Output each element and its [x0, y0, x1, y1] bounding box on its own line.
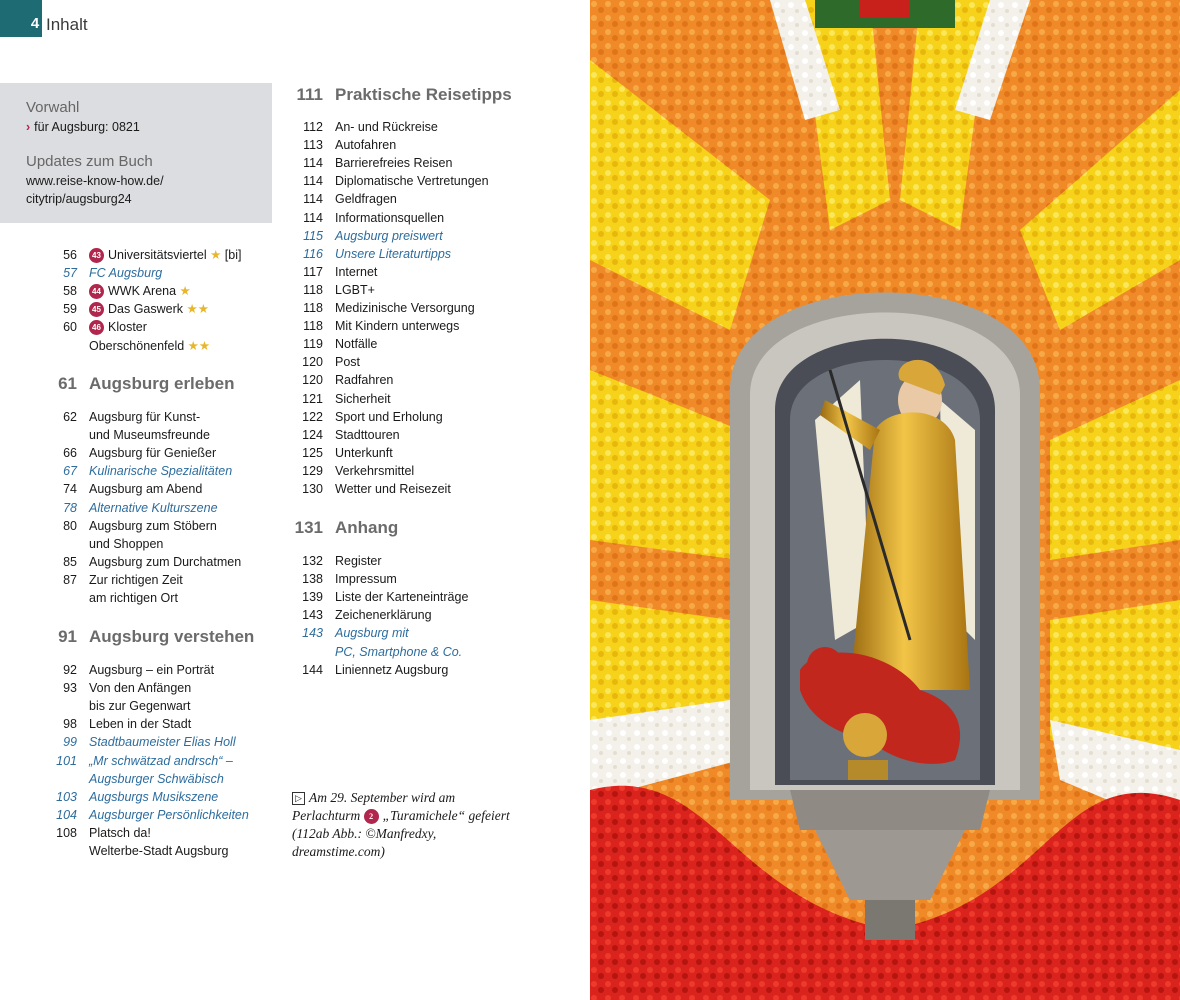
updates-heading: Updates zum Buch — [26, 153, 153, 170]
toc-entry[interactable] — [37, 697, 277, 715]
toc-entry[interactable] — [37, 788, 277, 806]
section-page-number: 61 — [58, 374, 77, 393]
toc-entry[interactable] — [283, 299, 523, 317]
toc-title-text: Kulinarische Spezialitäten — [89, 464, 233, 479]
toc-page-number: 92 — [63, 663, 77, 677]
toc-entry[interactable] — [283, 480, 523, 498]
map-marker-badge: 45 — [89, 302, 104, 317]
toc-entry-title — [335, 317, 459, 335]
toc-title-text: Medizinische Versorgung — [335, 301, 475, 315]
toc-page-number: 139 — [302, 590, 323, 605]
page-number: 4 — [30, 15, 40, 32]
toc-entry[interactable] — [283, 606, 523, 624]
toc-entry[interactable] — [283, 227, 523, 245]
toc-entry[interactable] — [283, 552, 523, 570]
toc-entry-title — [89, 282, 191, 300]
toc-entry[interactable] — [283, 426, 523, 444]
toc-title-text: Verkehrsmittel — [335, 463, 415, 478]
toc-page-number: 143 — [302, 626, 323, 641]
toc-entry-title — [335, 480, 451, 498]
toc-entry[interactable] — [37, 264, 277, 282]
toc-page-number: 59 — [63, 302, 77, 317]
toc-entry-title — [89, 697, 190, 715]
toc-entry[interactable] — [37, 426, 277, 444]
toc-entry[interactable] — [37, 589, 277, 607]
toc-entry[interactable] — [37, 824, 277, 842]
toc-page-number: 130 — [302, 482, 323, 496]
toc-entry[interactable] — [37, 444, 277, 462]
section-title: Augsburg verstehen — [89, 627, 255, 646]
toc-page-number: 74 — [63, 482, 77, 497]
toc-entry[interactable] — [283, 444, 523, 462]
toc-entry-title — [335, 118, 438, 136]
toc-entry[interactable] — [37, 715, 277, 733]
page-title: Inhalt — [46, 15, 88, 34]
photo-illustration — [590, 0, 1180, 1000]
toc-entry-title — [335, 588, 468, 606]
section-title: Augsburg erleben — [89, 374, 235, 393]
map-marker-badge: 2 — [364, 809, 379, 824]
toc-title-text: Informationsquellen — [335, 210, 445, 225]
toc-entry[interactable] — [37, 535, 277, 553]
toc-page-number: 138 — [302, 572, 323, 587]
toc-entry[interactable] — [283, 462, 523, 480]
toc-entry-title — [335, 643, 462, 661]
toc-entry-title — [89, 842, 228, 860]
toc-page-number: 112 — [303, 120, 323, 134]
toc-title-text: Stadtbaumeister Elias Holl — [89, 735, 236, 750]
toc-title-text: Stadttouren — [335, 427, 400, 442]
toc-entry[interactable] — [37, 300, 277, 318]
toc-entry[interactable] — [37, 553, 277, 571]
info-box — [0, 83, 272, 223]
toc-entry-title — [335, 552, 382, 570]
toc-entry[interactable] — [37, 408, 277, 426]
toc-page-number: 99 — [63, 735, 77, 750]
toc-page-number: 122 — [302, 409, 323, 424]
toc-title-text: Augsburger Persönlichkeiten — [89, 807, 249, 822]
toc-entry[interactable] — [283, 335, 523, 353]
toc-page-number: 108 — [56, 825, 77, 840]
map-marker-badge: 44 — [89, 284, 104, 299]
toc-entry-title — [335, 245, 451, 263]
toc-title-text: und Shoppen — [89, 536, 164, 551]
toc-entry-title — [89, 499, 218, 517]
toc-entry-title — [89, 788, 218, 806]
toc-title-text: Mit Kindern unterwegs — [335, 319, 460, 334]
toc-entry-title — [89, 318, 147, 336]
toc-entry[interactable] — [37, 661, 277, 679]
toc-title-text: FC Augsburg — [89, 266, 163, 281]
toc-entry-title — [335, 209, 444, 227]
toc-title-text: Zur richtigen Zeit — [89, 572, 183, 587]
toc-page-number: 117 — [303, 264, 323, 279]
toc-title-text: Unsere Literaturtipps — [335, 246, 452, 261]
section-page-number: 131 — [294, 518, 323, 537]
toc-entry-title — [335, 570, 397, 588]
toc-title-text: Oberschönenfeld — [89, 338, 185, 353]
section-title: Praktische Reisetipps — [335, 85, 512, 104]
toc-page-number: 118 — [303, 301, 323, 315]
toc-title-text: Barrierefreies Reisen — [335, 156, 453, 171]
toc-entry-title — [335, 136, 396, 154]
toc-entry[interactable] — [37, 246, 277, 264]
toc-page-number: 114 — [303, 210, 323, 225]
toc-page-number: 124 — [302, 427, 323, 442]
toc-title-text: Augsburg zum Durchatmen — [89, 554, 242, 569]
toc-title-text: Diplomatische Vertretungen — [335, 174, 489, 189]
caption-text-after: „Turamichele“ gefeiert (112ab Abb.: ©Manfredxy, dreamstime.com) — [292, 808, 510, 859]
toc-entry-title — [89, 426, 210, 444]
toc-entry[interactable] — [283, 317, 523, 335]
toc-entry-title — [89, 752, 233, 770]
toc-entry-title — [335, 353, 360, 371]
toc-page-number: 114 — [303, 174, 323, 189]
toc-title-text: Unterkunft — [335, 445, 393, 460]
toc-title-text: Internet — [335, 264, 378, 279]
toc-entry[interactable] — [37, 752, 277, 770]
toc-page-number: 80 — [63, 518, 77, 533]
toc-page-number: 57 — [63, 266, 77, 281]
toc-entry-title — [335, 661, 448, 679]
toc-page-number: 125 — [302, 445, 323, 460]
star-rating-icon: ★★ — [184, 338, 211, 353]
toc-page-number: 104 — [56, 807, 77, 822]
toc-entry-title — [335, 371, 393, 389]
toc-entry-title — [335, 299, 475, 317]
toc-entry[interactable] — [37, 462, 277, 480]
toc-title-text: Augsburg mit — [335, 626, 409, 641]
toc-page-number: 58 — [63, 284, 77, 299]
toc-entry-title — [89, 589, 178, 607]
toc-entry[interactable] — [283, 371, 523, 389]
toc-page-number: 121 — [302, 391, 323, 406]
toc-title-text: Post — [335, 355, 361, 370]
toc-entry[interactable] — [283, 118, 523, 136]
section-page-number: 91 — [58, 627, 77, 646]
toc-entry-title — [89, 715, 191, 733]
toc-page-number: 132 — [302, 554, 323, 568]
toc-page-number: 56 — [63, 248, 77, 262]
toc-entry-title — [89, 553, 241, 571]
toc-entry[interactable] — [283, 353, 523, 371]
toc-entry-title — [335, 172, 489, 190]
toc-entry[interactable] — [283, 281, 523, 299]
toc-title-text: Augsburg für Genießer — [89, 446, 217, 461]
toc-page-number: 87 — [63, 572, 77, 587]
toc-title-text: Augsburg am Abend — [89, 482, 203, 497]
toc-title-text: Von den Anfängen — [89, 681, 192, 696]
toc-title-text: Kloster — [108, 320, 147, 335]
toc-entry-title — [89, 679, 191, 697]
toc-entry[interactable] — [283, 136, 523, 154]
toc-entry-title — [89, 462, 232, 480]
toc-page-number: 116 — [303, 246, 323, 261]
toc-entry-title — [335, 426, 400, 444]
toc-entry-title — [335, 606, 432, 624]
toc-title-text: An- und Rückreise — [335, 120, 438, 134]
toc-page-number: 129 — [302, 463, 323, 478]
caption-arrow-icon: ▷ — [292, 792, 305, 805]
toc-title-text: bis zur Gegenwart — [89, 699, 191, 714]
updates-url-line1[interactable]: www.reise-know-how.de/ — [26, 174, 164, 188]
caption-text-before: Am 29. September wird am Perlachturm — [292, 790, 456, 823]
toc-entry[interactable] — [283, 154, 523, 172]
toc-title-text: Geldfragen — [335, 192, 397, 207]
toc-title-text: Augsburg – ein Porträt — [89, 663, 215, 677]
toc-entry-title — [335, 624, 409, 642]
toc-entry-title — [89, 535, 163, 553]
toc-entry[interactable] — [283, 570, 523, 588]
arrow-right-icon: › — [26, 120, 31, 134]
toc-entry[interactable] — [283, 661, 523, 679]
toc-page-number: 103 — [56, 789, 77, 804]
section-title: Anhang — [335, 518, 399, 537]
toc-title-text: Impressum — [335, 572, 397, 587]
toc-page-number: 60 — [63, 320, 77, 335]
toc-title-text: Alternative Kulturszene — [89, 500, 218, 515]
toc-entry[interactable] — [283, 263, 523, 281]
toc-title-text: Liniennetz Augsburg — [335, 662, 449, 677]
toc-title-text: Liste der Karteneinträge — [335, 590, 469, 605]
toc-entry-title — [335, 462, 414, 480]
toc-title-text: und Museumsfreunde — [89, 428, 210, 443]
star-rating-icon: ★ — [176, 284, 191, 299]
toc-page-number: 67 — [63, 464, 77, 479]
toc-page-number: 78 — [63, 500, 77, 515]
toc-entry-title — [335, 390, 391, 408]
toc-title-text: Augsburg preiswert — [335, 228, 443, 243]
toc-entry-title — [89, 337, 210, 355]
toc-entry[interactable] — [283, 245, 523, 263]
toc-entry[interactable] — [283, 643, 523, 661]
toc-entry[interactable] — [283, 588, 523, 606]
toc-entry-title — [89, 408, 200, 426]
toc-title-text: Radfahren — [335, 373, 394, 388]
toc-entry-title — [89, 444, 216, 462]
toc-entry-title — [89, 770, 224, 788]
toc-title-text: Autofahren — [335, 138, 397, 153]
toc-page-number: 119 — [303, 337, 323, 352]
toc-entry[interactable] — [283, 190, 523, 208]
toc-entry-title — [89, 571, 183, 589]
toc-title-text: Universitätsviertel — [108, 248, 207, 262]
toc-entry-title — [89, 733, 236, 751]
toc-entry[interactable] — [283, 390, 523, 408]
toc-entry[interactable] — [283, 209, 523, 227]
toc-entry-title — [89, 246, 241, 264]
toc-entry-title — [335, 408, 443, 426]
toc-title-text: „Mr schwätzad andrsch“ – — [89, 753, 233, 768]
toc-entry[interactable] — [37, 679, 277, 697]
vorwahl-heading: Vorwahl — [26, 99, 80, 116]
toc-entry[interactable] — [37, 499, 277, 517]
toc-entry[interactable] — [37, 842, 277, 860]
toc-entry[interactable] — [37, 282, 277, 300]
toc-title-text: PC, Smartphone & Co. — [335, 644, 463, 659]
toc-entry-title — [89, 661, 214, 679]
toc-page-number: 101 — [56, 753, 77, 768]
star-rating-icon: ★★ — [183, 302, 209, 317]
toc-page-number: 85 — [63, 554, 77, 569]
toc-title-text: Sport und Erholung — [335, 409, 443, 424]
toc-title-text: Zeichenerklärung — [335, 608, 432, 623]
toc-title-text: Welterbe-Stadt Augsburg — [89, 844, 229, 858]
toc-entry-title — [335, 444, 393, 462]
toc-page-number: 143 — [302, 608, 323, 623]
toc-title-text: Augsburgs Musikszene — [89, 789, 219, 804]
toc-title-text: am richtigen Ort — [89, 591, 178, 605]
section-page-number: 111 — [296, 85, 323, 104]
toc-page-number: 114 — [303, 192, 323, 207]
map-marker-badge: 43 — [89, 248, 104, 263]
toc-page-number: 144 — [302, 662, 323, 677]
toc-entry[interactable] — [37, 770, 277, 788]
toc-title-text: LGBT+ — [335, 282, 375, 297]
toc-entry[interactable] — [37, 480, 277, 498]
toc-entry[interactable] — [37, 318, 277, 336]
toc-entry-title — [335, 281, 375, 299]
toc-entry-title — [89, 517, 217, 535]
toc-entry[interactable] — [283, 172, 523, 190]
toc-page-number: 66 — [63, 446, 77, 461]
toc-entry-title — [335, 335, 377, 353]
vorwahl-value: › für Augsburg: 0821 — [26, 120, 140, 134]
toc-page-number: 62 — [63, 410, 77, 424]
updates-url-line2[interactable]: citytrip/augsburg24 — [26, 192, 132, 206]
star-rating-icon: ★ — [206, 248, 222, 262]
toc-extra-tag: [bi] — [221, 248, 242, 262]
toc-entry[interactable] — [37, 571, 277, 589]
toc-entry-title — [89, 806, 249, 824]
toc-entry[interactable] — [37, 517, 277, 535]
toc-page-number: 98 — [63, 717, 77, 732]
toc-title-text: Register — [335, 554, 382, 568]
toc-entry-title — [89, 480, 202, 498]
toc-title-text: Augsburg für Kunst- — [89, 410, 201, 424]
toc-page-number: 113 — [303, 138, 323, 153]
toc-entry[interactable] — [37, 337, 277, 355]
toc-entry[interactable] — [37, 806, 277, 824]
toc-page-number: 118 — [303, 319, 323, 334]
toc-entry-title — [89, 824, 151, 842]
toc-page-number: 93 — [63, 681, 77, 696]
toc-page-number: 118 — [303, 282, 323, 297]
toc-entry-title — [335, 190, 397, 208]
toc-page-number: 120 — [302, 373, 323, 388]
toc-title-text: Platsch da! — [89, 825, 151, 840]
toc-entry-title — [89, 264, 162, 282]
toc-title-text: Das Gaswerk — [108, 302, 184, 317]
toc-title-text: Augsburg zum Stöbern — [89, 518, 217, 533]
toc-entry[interactable] — [37, 733, 277, 751]
toc-title-text: Sicherheit — [335, 391, 391, 406]
toc-entry-title — [335, 227, 443, 245]
toc-page-number: 115 — [303, 228, 323, 243]
turamichele-photo — [590, 0, 1180, 1000]
toc-title-text: Notfälle — [335, 337, 378, 352]
toc-entry[interactable] — [283, 408, 523, 426]
toc-title-text: Leben in der Stadt — [89, 717, 192, 732]
toc-entry-title — [335, 154, 452, 172]
toc-entry-title — [335, 263, 377, 281]
toc-entry-title — [89, 300, 209, 318]
toc-title-text: Wetter und Reisezeit — [335, 482, 451, 496]
map-marker-badge: 46 — [89, 320, 104, 335]
toc-title-text: Augsburger Schwäbisch — [89, 771, 224, 786]
toc-entry[interactable] — [283, 624, 523, 642]
toc-title-text: WWK Arena — [108, 284, 177, 299]
toc-page-number: 114 — [303, 156, 323, 171]
toc-page-number: 120 — [302, 355, 323, 370]
photo-caption — [292, 789, 522, 861]
